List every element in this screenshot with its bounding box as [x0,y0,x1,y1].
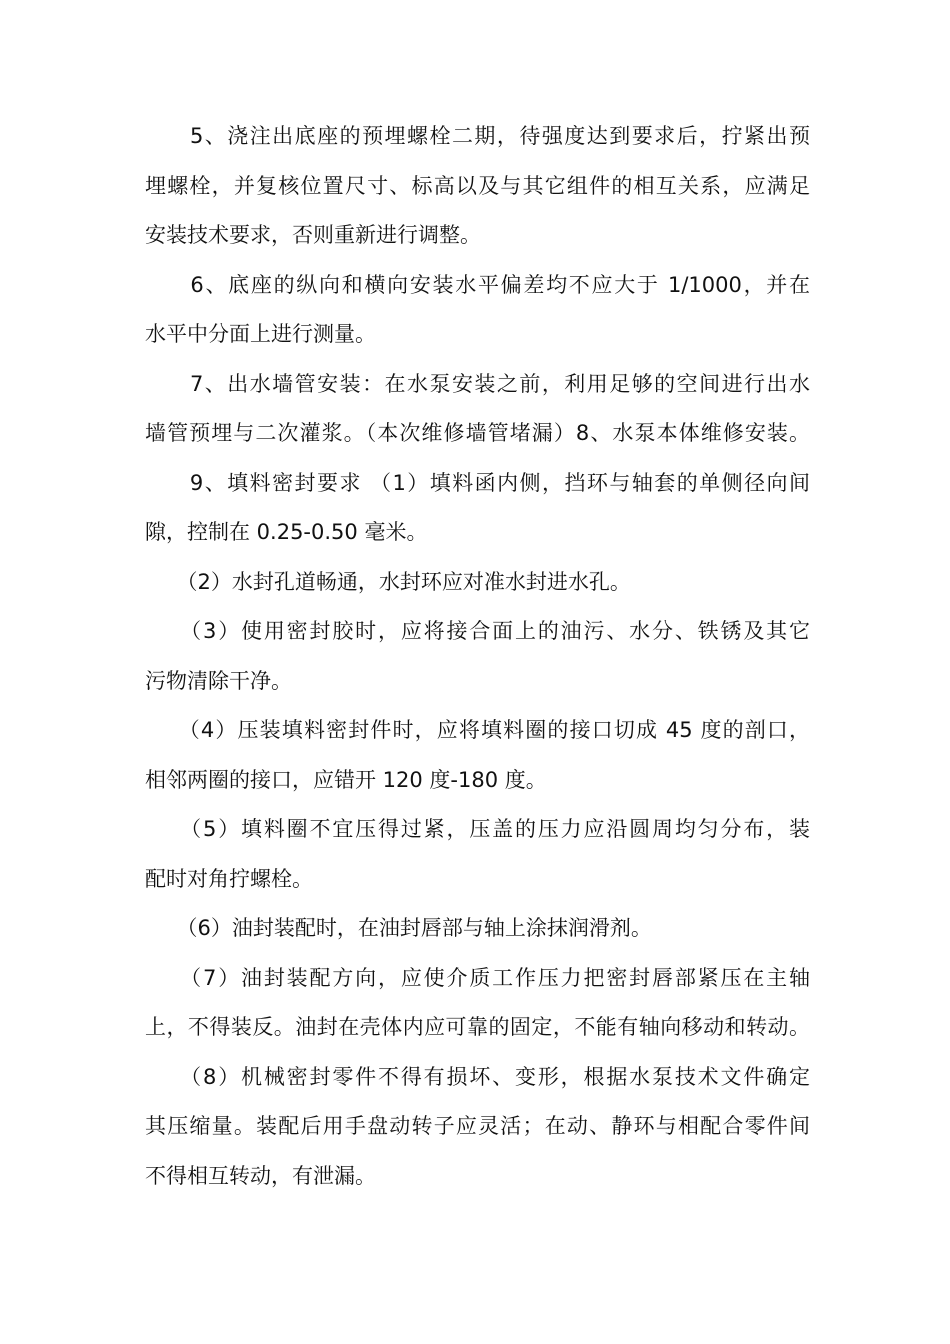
paragraph-9-4 [145,706,810,805]
paragraph-9-7 [145,954,810,1053]
text-line: （8）机械密封零件不得有损坏、变形，根据水泵技术文件确定 [145,1064,810,1089]
paragraph-9-6 [145,904,810,954]
text-line: 墙管预埋与二次灌浆。（本次维修墙管堵漏）8、水泵本体维修安装。 [145,421,810,445]
paragraph-9-8 [145,1053,810,1202]
text-line: （2）水封孔道畅通，水封环应对准水封进水孔。 [145,569,631,594]
paragraph-9 [145,459,810,558]
paragraph-6 [145,261,810,360]
text-line: 污物清除干净。 [145,668,292,693]
text-line: 6、底座的纵向和横向安装水平偏差均不应大于 1/1000，并在 [145,272,810,297]
text-line: 9、填料密封要求 （1）填料函内侧，挡环与轴套的单侧径向间 [145,470,810,495]
text-line: 配时对角拧螺栓。 [145,866,313,891]
text-line: 相邻两圈的接口，应错开 120 度-180 度。 [145,767,547,792]
document-body [145,112,810,1201]
text-line: 隙，控制在 0.25-0.50 毫米。 [145,520,428,544]
text-line: （6）油封装配时，在油封唇部与轴上涂抹润滑剂。 [145,916,652,940]
text-line: 5、浇注出底座的预埋螺栓二期，待强度达到要求后，拧紧出预 [145,124,810,148]
paragraph-9-2 [145,558,810,608]
text-line: （7）油封装配方向，应使介质工作压力把密封唇部紧压在主轴 [145,965,810,990]
text-line: 不得相互转动，有泄漏。 [145,1163,376,1188]
paragraph-9-5 [145,805,810,904]
text-line: 水平中分面上进行测量。 [145,322,376,346]
text-line: （3）使用密封胶时，应将接合面上的油污、水分、铁锈及其它 [145,619,810,643]
text-line: （5）填料圈不宜压得过紧，压盖的压力应沿圆周均匀分布，装 [145,817,810,841]
text-line: （4）压装填料密封件时，应将填料圈的接口切成 45 度的剖口， [145,718,810,742]
text-line: 其压缩量。装配后用手盘动转子应灵活；在动、静环与相配合零件间 [145,1114,810,1138]
text-line: 安装技术要求，否则重新进行调整。 [145,223,481,247]
paragraph-7 [145,360,810,459]
paragraph-9-3 [145,607,810,706]
paragraph-5 [145,112,810,261]
text-line: 埋螺栓，并复核位置尺寸、标高以及与其它组件的相互关系，应满足 [145,173,810,198]
text-line: 上，不得装反。油封在壳体内应可靠的固定，不能有轴向移动和转动。 [145,1015,810,1039]
text-line: 7、出水墙管安装：在水泵安装之前，利用足够的空间进行出水 [145,371,810,396]
